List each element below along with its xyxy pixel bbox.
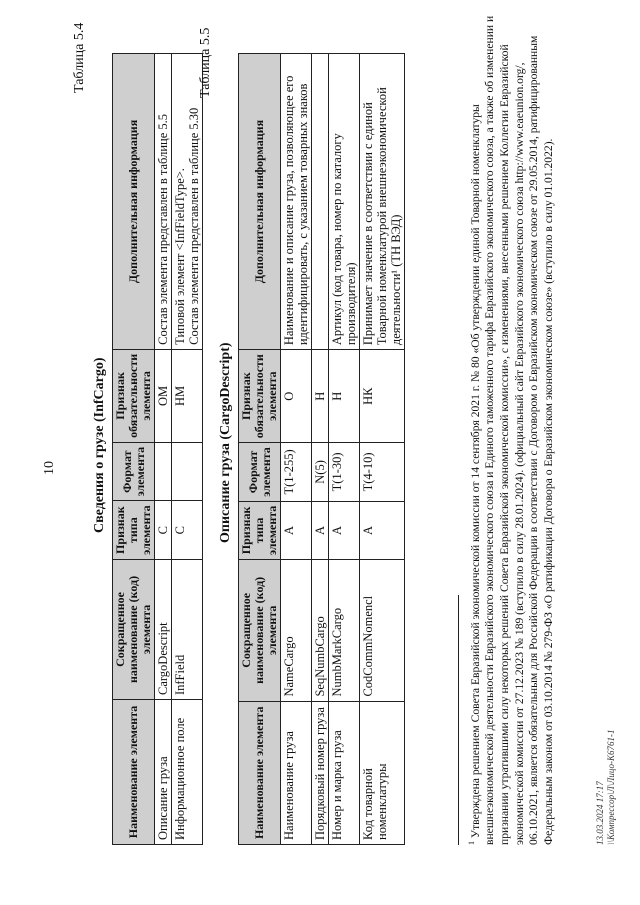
footnote xyxy=(465,15,556,845)
element-format: Т(1-30) xyxy=(329,443,360,501)
header-cell: Формат элемента xyxy=(239,443,281,501)
element-obligation: НМ xyxy=(172,349,203,442)
element-type: С xyxy=(172,501,203,559)
document-stamp xyxy=(595,730,617,845)
element-name: Номер и марка груза xyxy=(329,701,360,844)
page-number: 10 xyxy=(42,461,57,475)
table-row xyxy=(172,54,203,845)
element-type: А xyxy=(312,501,329,559)
table-5-5-caption: Таблица 5.5 xyxy=(198,27,213,98)
element-code: SeqNumbCargo xyxy=(312,560,329,701)
element-name: Код товарной номенклатуры xyxy=(360,701,405,844)
element-obligation: Н xyxy=(329,350,360,443)
element-format: Т(4-10) xyxy=(360,443,405,501)
table-5-4-heading: Сведения о грузе (InfCargo) xyxy=(92,357,107,533)
table-row xyxy=(312,54,329,845)
element-name: Порядковый номер груза xyxy=(312,701,329,844)
element-type: С xyxy=(155,501,172,559)
element-code: CargoDescript xyxy=(155,559,172,699)
element-format xyxy=(155,442,172,500)
element-info: Состав элемента представлен в таблице 5.5 xyxy=(155,54,172,350)
element-obligation: О xyxy=(281,350,312,443)
element-info: Артикул (код товара, номер по каталогу производителя) xyxy=(329,54,360,350)
stamp-path: \\Компрессор\Л\Лицо-К6761-1 xyxy=(606,729,616,845)
element-obligation: Н xyxy=(312,350,329,443)
header-cell: Формат элемента xyxy=(113,442,155,500)
info-line: Типовой элемент <InfFieldType>. xyxy=(173,168,187,345)
element-code: InfField xyxy=(172,559,203,699)
element-type: А xyxy=(360,501,405,559)
footnote-marker: 1 xyxy=(467,841,476,845)
element-name: Описание груза xyxy=(155,700,172,845)
element-format xyxy=(172,442,203,500)
footnote-text: Утверждена решением Совета Евразийской экономической комиссии от 14 сентября 2021 г. № 80 «Об утверждении единой Товарной номенклатуры внешнеэкономической деятельности Евразийского экономического союза и Единого таможенного тарифа Евразийского экономического союза, а также об изменении и признании утратившими силу некоторых решений Совета Евразийской экономической комиссии», с изменениями, внесенными решением Коллегии Евразийской экономической комиссии от 27.12.2023 № 189 (вступило в силу 28.01.2024). (официальный сайт Евразийского экономического союза http://www.eaeunion.org/, 06.10.2021, является обязательным для Российской Федерации в соответствии с Договором о Евразийском экономическом союзе от 29.05.2014, ратифицированным Федеральным законом от 03.10.2014 № 279-ФЗ «О ратификации Договора о Евразийском экономическом союзе» (вступило в силу 01.01.2022). xyxy=(468,15,555,845)
element-obligation: НК xyxy=(360,350,405,443)
info-line: Состав элемента представлен в таблице 5.30 xyxy=(187,107,201,345)
table-5-5 xyxy=(238,53,405,845)
table-row xyxy=(281,54,312,845)
element-code: NameCargo xyxy=(281,560,312,701)
element-format: Т(1-255) xyxy=(281,443,312,501)
header-cell: Признак обязательности элемента xyxy=(239,350,281,443)
element-obligation: ОМ xyxy=(155,349,172,442)
element-name: Информационное поле xyxy=(172,700,203,845)
table-5-4 xyxy=(112,53,203,845)
header-cell: Признак обязательности элемента xyxy=(113,349,155,442)
element-info: Принимает значение в соответствии с единой Товарной номенклатурой внешнеэкономической деятельности¹ (ТН ВЭД) xyxy=(360,54,405,350)
header-cell: Наименование элемента xyxy=(239,701,281,844)
table-row xyxy=(155,54,172,845)
element-name: Наименование груза xyxy=(281,701,312,844)
table-header-row xyxy=(113,54,155,845)
footnote-separator xyxy=(458,595,459,845)
table-row xyxy=(329,54,360,845)
element-type: А xyxy=(329,501,360,559)
header-cell: Дополнительная информация xyxy=(113,54,155,350)
table-row xyxy=(360,54,405,845)
element-info: Наименование и описание груза, позволяющее его идентифицировать, с указанием товарных знаков xyxy=(281,54,312,350)
element-type: А xyxy=(281,501,312,559)
element-code: NumbMarkCargo xyxy=(329,560,360,701)
element-info xyxy=(312,54,329,350)
element-format: N(5) xyxy=(312,443,329,501)
table-header-row xyxy=(239,54,281,845)
header-cell: Признак типа элемента xyxy=(239,501,281,559)
header-cell: Сокращенное наименование (код) элемента xyxy=(239,560,281,701)
header-cell: Наименование элемента xyxy=(113,700,155,845)
table-5-5-heading: Описание груза (CargoDescript) xyxy=(218,342,233,543)
header-cell: Признак типа элемента xyxy=(113,501,155,559)
stamp-datetime: 13.03.2024 17:17 xyxy=(595,781,605,845)
header-cell: Дополнительная информация xyxy=(239,54,281,350)
element-code: CodCommNomencl xyxy=(360,560,405,701)
table-5-4-caption: Таблица 5.4 xyxy=(72,22,87,93)
header-cell: Сокращенное наименование (код) элемента xyxy=(113,559,155,699)
